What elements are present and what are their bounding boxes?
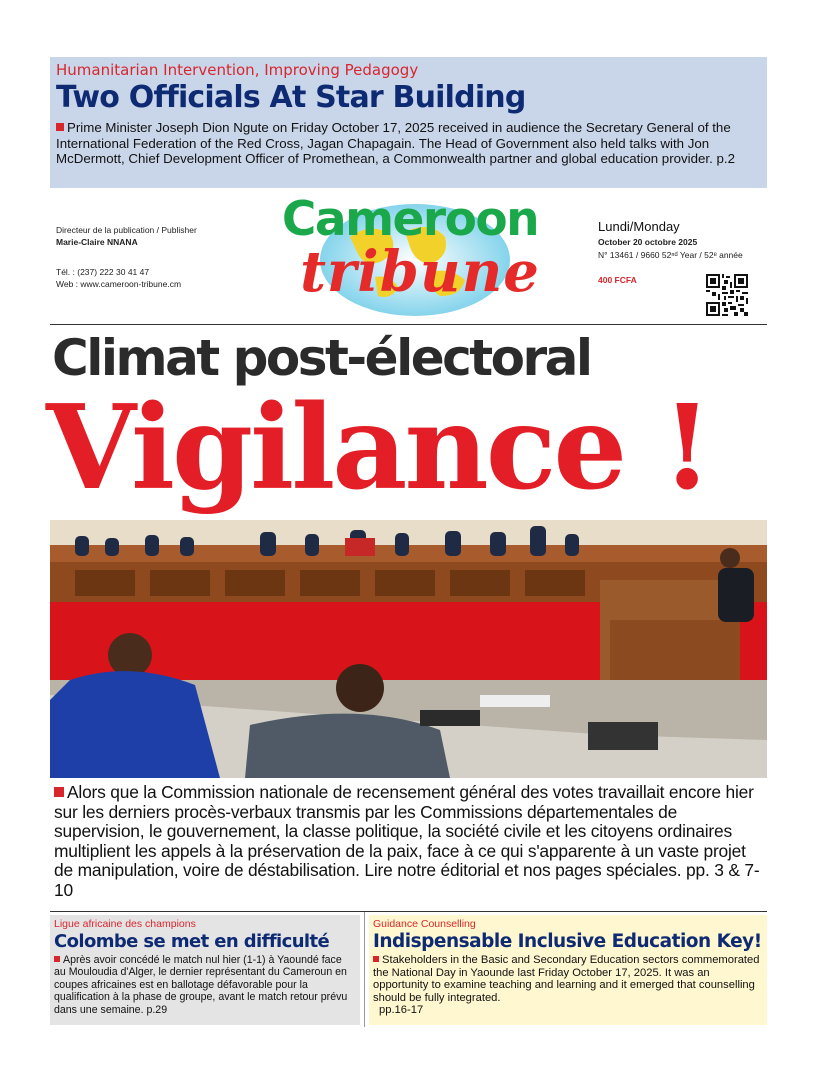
main-photo[interactable] xyxy=(50,520,767,778)
top-story-lead-text: Prime Minister Joseph Dion Ngute on Friday October 17, 2025 received in audience the Secretary General of the International Federation of the Red Cross, Jagan Chapagain. The Head of Government also held talks with Jon McDermott, Chief Development Officer of Promethean, a Commonwealth partner and global education provider. p.2 xyxy=(56,120,735,167)
top-story-headline[interactable]: Two Officials At Star Building xyxy=(56,80,526,115)
logo-tribune-text: tribune xyxy=(300,239,540,305)
main-story-lead xyxy=(54,783,764,901)
bullet-icon xyxy=(54,956,60,962)
publisher-info xyxy=(56,224,197,290)
education-lead-text: Stakeholders in the Basic and Secondary Education sectors commemorated the National Day in Yaounde last Friday October 17, 2025. It was an opportunity to examine teaching and learning and it emerged that counselling should be fully integrated. xyxy=(373,954,760,1004)
cameroon-tribune-logo[interactable] xyxy=(280,192,540,320)
publisher-label: Directeur de la publication / Publisher xyxy=(56,225,197,235)
issue-number: N° 13461 / 9660 52ⁿᵈ Year / 52ᵉ année xyxy=(598,250,743,260)
education-headline[interactable]: Indispensable Inclusive Education Key! xyxy=(373,931,762,952)
education-kicker: Guidance Counselling xyxy=(373,918,476,930)
education-pages: pp.16-17 xyxy=(379,1004,424,1017)
website[interactable]: Web : www.cameroon-tribune.cm xyxy=(56,279,182,289)
bullet-icon xyxy=(56,123,64,131)
sports-story-box[interactable] xyxy=(50,915,360,1025)
masthead-divider xyxy=(50,324,767,325)
masthead xyxy=(50,190,767,324)
bullet-icon xyxy=(373,956,379,962)
column-separator xyxy=(364,912,365,1027)
session-hall-photo xyxy=(50,520,767,778)
issue-price: 400 FCFA xyxy=(598,275,637,285)
main-headline-line2[interactable]: Vigilance ! xyxy=(46,380,710,516)
sports-kicker: Ligue africaine des champions xyxy=(54,918,196,930)
issue-date: October 20 octobre 2025 xyxy=(598,237,698,247)
publisher-name: Marie-Claire NNANA xyxy=(56,237,138,247)
bottom-divider xyxy=(50,911,767,912)
issue-day: Lundi/Monday xyxy=(598,219,680,234)
main-story-lead-text: Alors que la Commission nationale de recensement général des votes travaillait encore hier sur les derniers procès-verbaux transmis par les Commissions départementales de supervision, le gouvernement, la classe politique, la société civile et les citoyens ordinaires multiplient les appels à la préservation de la paix, face à ce qui s'apparente à un vaste projet de manipulation, voire de déstabilisation. Lire notre éditorial et nos pages spéciales. pp. 3 & 7-10 xyxy=(54,782,760,900)
qr-code-icon[interactable] xyxy=(706,274,748,316)
sports-headline[interactable]: Colombe se met en difficulté xyxy=(54,931,330,952)
education-lead xyxy=(373,954,763,1017)
main-headline-line1[interactable]: Climat post-électoral xyxy=(52,329,591,387)
sports-lead-text: Après avoir concédé le match nul hier (1-1) à Yaoundé face au Mouloudia d'Alger, le dernier représentant du Cameroun en coupes africaines est en ballotage défavorable pour la qualification à la phase de groupe, avant le match retour prévu dans une semaine. p.29 xyxy=(54,954,348,1016)
sports-lead xyxy=(54,954,356,1016)
education-story-box[interactable] xyxy=(369,915,767,1025)
top-story-banner[interactable] xyxy=(50,57,767,188)
top-story-lead xyxy=(56,120,761,167)
phone-number: Tél. : (237) 222 30 41 47 xyxy=(56,267,150,277)
logo-cameroon-text: Cameroon xyxy=(281,192,539,247)
top-story-kicker: Humanitarian Intervention, Improving Pedagogy xyxy=(56,61,419,79)
bullet-icon xyxy=(54,787,64,797)
